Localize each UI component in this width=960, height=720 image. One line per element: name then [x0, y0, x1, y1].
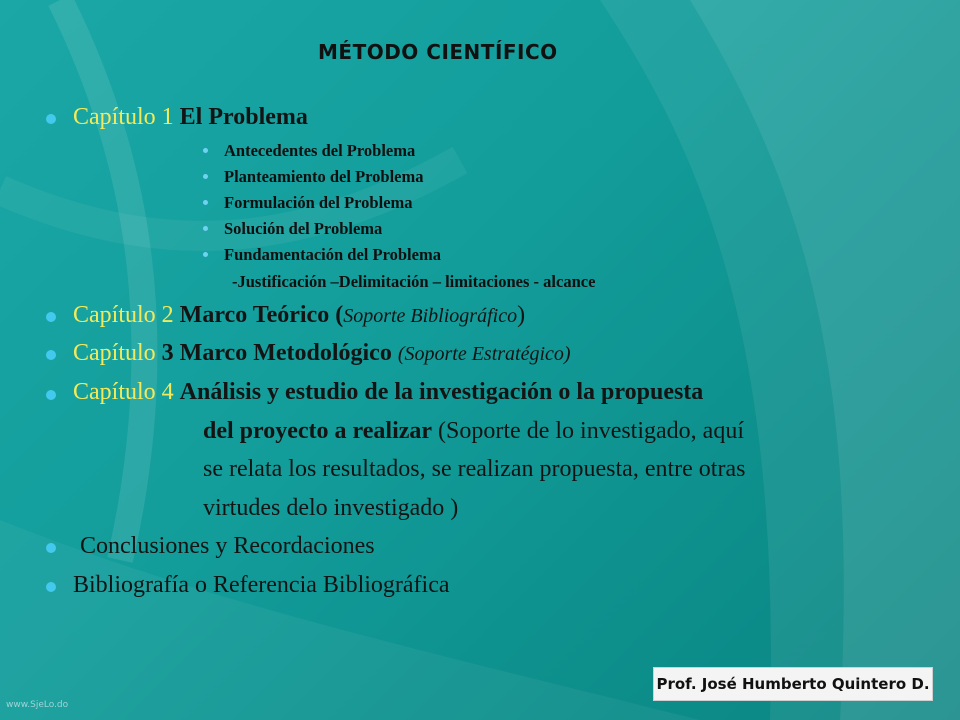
chapter1-extra: -Justificación –Delimitación – limitaciones - alcance [232, 272, 596, 291]
bullet-icon [46, 350, 56, 360]
chapter1-heading [73, 104, 308, 131]
chapter4-line2-bold: del proyecto a realizar [203, 418, 433, 444]
chapter2-close: ) [517, 302, 526, 328]
chapter1-subitem: Antecedentes del Problema [224, 141, 416, 160]
conclusions-item: Conclusiones y Recordaciones [80, 533, 375, 559]
chapter4-line4: virtudes delo investigado ) [203, 495, 459, 521]
sub-bullet-icon [203, 200, 208, 205]
chapter1-subitem: Fundamentación del Problema [224, 245, 441, 264]
chapter2-title: Marco Teórico ( [179, 302, 344, 328]
sub-bullet-icon [203, 252, 208, 257]
chapter1-title: El Problema [179, 104, 308, 130]
chapter1-subitem: Solución del Problema [224, 219, 383, 238]
bullet-icon [46, 312, 56, 322]
chapter4-line2 [203, 418, 744, 445]
chapter4-line2-rest: (Soporte de lo investigado, aquí [438, 418, 744, 444]
bullet-icon [46, 114, 56, 124]
chapter1-subitem: Formulación del Problema [224, 193, 413, 212]
bibliography-item: Bibliografía o Referencia Bibliográfica [73, 572, 450, 598]
sub-bullet-icon [203, 226, 208, 231]
chapter4-prefix: Capítulo 4 [73, 379, 174, 405]
chapter3-note: (Soporte Estratégico) [397, 343, 571, 365]
chapter1-subitem: Planteamiento del Problema [224, 167, 424, 186]
sub-bullet-icon [203, 148, 208, 153]
bullet-icon [46, 390, 56, 400]
chapter3-number: 3 [161, 340, 174, 366]
chapter1-prefix: Capítulo 1 [73, 104, 174, 130]
chapter4-line3: se relata los resultados, se realizan propuesta, entre otras [203, 456, 746, 482]
bullet-icon [46, 582, 56, 592]
bullet-icon [46, 543, 56, 553]
chapter4-heading [73, 379, 703, 406]
watermark: www.SjeLo.do [6, 700, 69, 710]
sub-bullet-icon [203, 174, 208, 179]
chapter3-prefix: Capítulo [73, 340, 162, 366]
chapter4-line1: Análisis y estudio de la investigación o la propuesta [179, 379, 704, 405]
chapter2-heading [73, 302, 525, 329]
chapter2-prefix: Capítulo 2 [73, 302, 174, 328]
chapter3-title: Marco Metodológico [179, 340, 392, 366]
slide-title: MÉTODO CIENTÍFICO [318, 40, 558, 64]
chapter3-heading [73, 340, 571, 367]
author-footer: Prof. José Humberto Quintero D. [653, 667, 933, 701]
chapter2-note: Soporte Bibliográfico [343, 305, 518, 327]
